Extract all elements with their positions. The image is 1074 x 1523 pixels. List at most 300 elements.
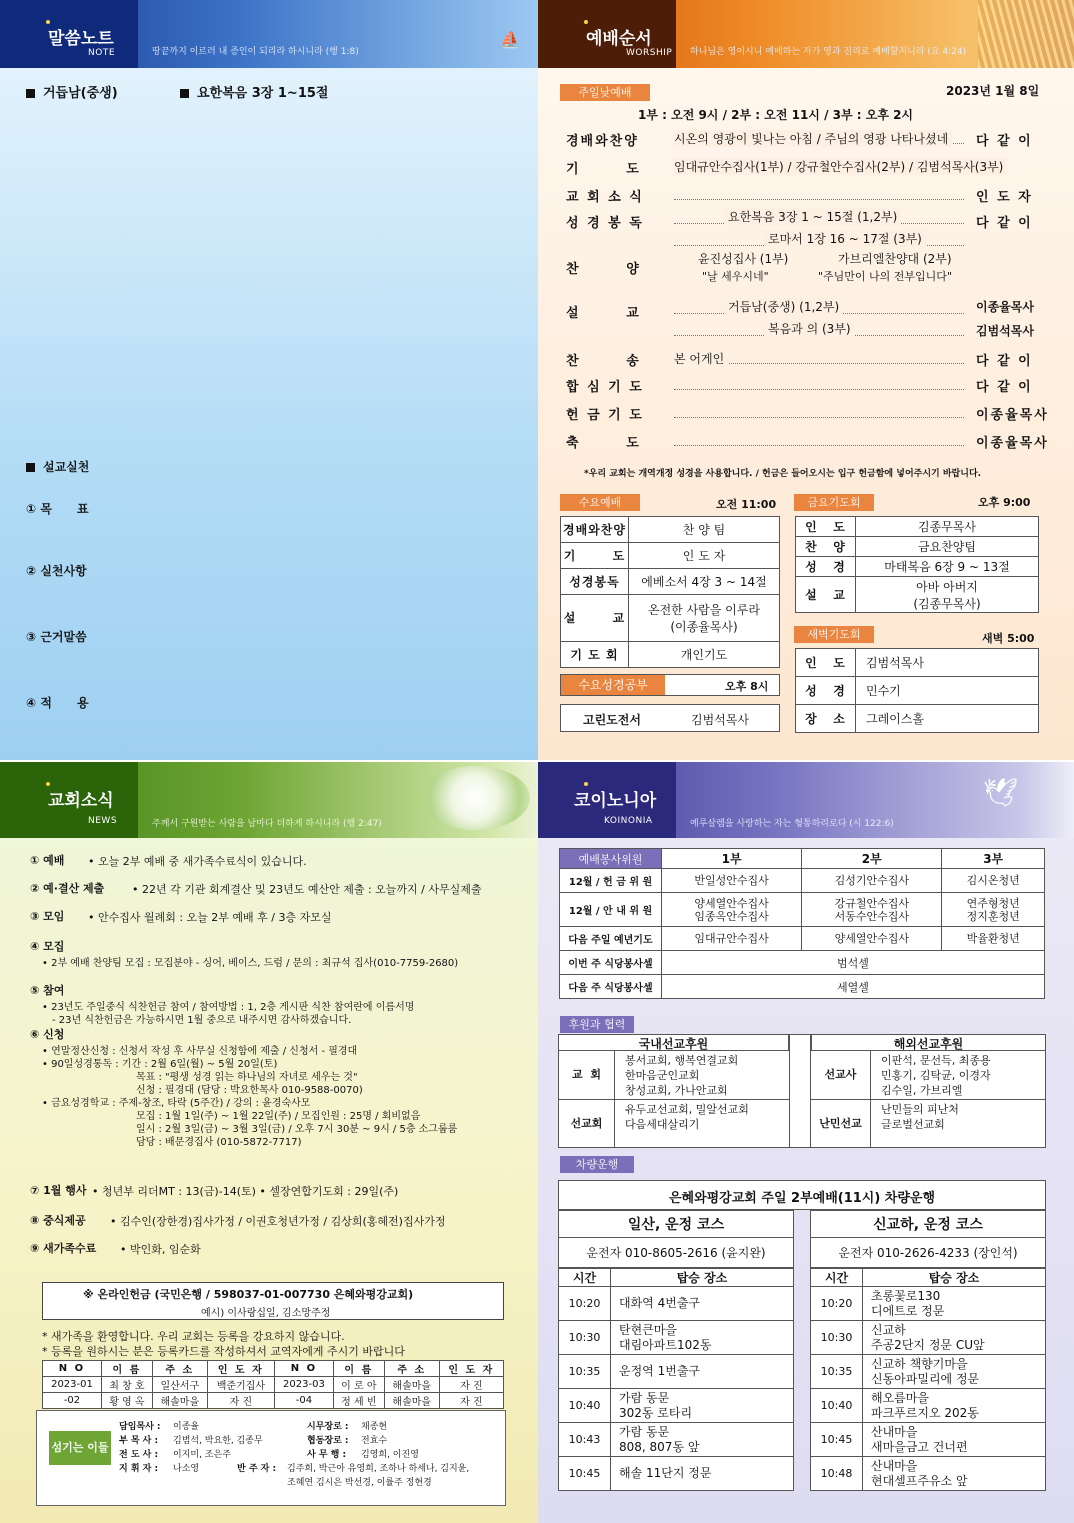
text-item: 국내선교후원 bbox=[559, 1035, 789, 1051]
note-header bbox=[0, 0, 538, 68]
table-cell: 정 세 빈 bbox=[333, 1393, 384, 1409]
table-cell: 마태복음 6장 9 ~ 13절 bbox=[856, 557, 1039, 577]
text-item: 협동장로 : bbox=[307, 1436, 349, 1446]
note-verse: 땅끝까지 이르러 내 증인이 되리라 하시니라 (행 1:8) bbox=[152, 47, 359, 57]
text-item bbox=[811, 1051, 1045, 1099]
text-item: 해외선교후원 bbox=[811, 1035, 1045, 1051]
table-row bbox=[560, 927, 1045, 951]
table-cell: 찬 양 bbox=[796, 537, 856, 557]
table-cell: 가람 동문 302동 로타리 bbox=[611, 1389, 794, 1423]
table-cell: 시간 bbox=[559, 1269, 611, 1287]
table-cell: 탄현큰마을 대림아파트102동 bbox=[611, 1321, 794, 1355]
table-cell: 성 경 bbox=[796, 677, 856, 705]
table-cell: 인 도 자 bbox=[207, 1361, 274, 1377]
course-right bbox=[810, 1210, 1046, 1491]
table-cell: 민수기 bbox=[856, 677, 1039, 705]
table-cell: 1부 bbox=[662, 849, 802, 869]
table-cell: 2부 bbox=[802, 849, 942, 869]
table-cell: 10:35 bbox=[559, 1355, 611, 1389]
table-row bbox=[811, 1321, 1046, 1355]
table-row bbox=[561, 543, 780, 569]
text-item: ⑨ 새가족수료 bbox=[30, 1242, 97, 1255]
text-item bbox=[26, 89, 35, 98]
table-row bbox=[560, 849, 1045, 869]
order-label: 교 회 소 식 bbox=[566, 190, 644, 205]
text-item: 복음과 의 (3부) bbox=[764, 320, 855, 337]
table-cell: 설 교 bbox=[796, 577, 856, 613]
table-row bbox=[811, 1287, 1046, 1321]
flower-image bbox=[420, 766, 530, 830]
table-cell: 10:40 bbox=[559, 1389, 611, 1423]
text-item: 이종율목사 bbox=[976, 408, 1049, 423]
text-item: 가브리엘찬양대 (2부) bbox=[838, 252, 952, 266]
table-row bbox=[561, 595, 780, 642]
table-cell: 자 진 bbox=[207, 1393, 274, 1409]
table-cell: 주 소 bbox=[384, 1361, 439, 1377]
table-cell: 인 도 자 bbox=[628, 543, 779, 569]
table-cell: 대화역 4번출구 bbox=[611, 1287, 794, 1321]
text-item: 다 같 이 bbox=[976, 134, 1033, 149]
text-item: 이종율 bbox=[173, 1422, 200, 1432]
table-row bbox=[811, 1423, 1046, 1457]
text-item: 전효수 bbox=[361, 1436, 388, 1446]
welcome-line-2: * 등록을 원하시는 분은 등록카드를 작성하셔서 교역자에게 주시기 바랍니다 bbox=[42, 1345, 405, 1358]
table-cell: 이 로 아 bbox=[333, 1377, 384, 1393]
text-item: "주님만이 나의 전부입니다" bbox=[818, 270, 952, 283]
text-item: 은혜와평강교회 주일 2부예배(11시) 차량운행 bbox=[668, 1191, 936, 1206]
text-item: KOINONIA bbox=[604, 816, 653, 826]
text-item bbox=[559, 1099, 789, 1147]
text-item bbox=[674, 434, 964, 446]
table-cell: -04 bbox=[274, 1393, 333, 1409]
table-cell: 인 도 bbox=[796, 649, 856, 677]
worship-date: 2023년 1월 8일 bbox=[946, 84, 1040, 98]
table-cell: 탑승 장소 bbox=[611, 1269, 794, 1287]
table-cell: 성 경 bbox=[796, 557, 856, 577]
text-item bbox=[674, 406, 964, 418]
table-row bbox=[796, 557, 1039, 577]
table-cell: 범석셀 bbox=[662, 951, 1045, 975]
text-item: 전 도 사 : bbox=[119, 1450, 159, 1460]
table-cell: 해오름마을 파크푸르지오 202동 bbox=[863, 1389, 1046, 1423]
table-cell: 산내마을 현대셀프주유소 앞 bbox=[863, 1457, 1046, 1491]
order-label: 설 교 bbox=[566, 306, 641, 321]
text-item: 김범석목사 bbox=[976, 324, 1034, 338]
dawn-table bbox=[795, 648, 1039, 733]
order-label: 합 심 기 도 bbox=[566, 380, 644, 395]
text-item: WORSHIP bbox=[626, 48, 673, 58]
table-cell: 10:30 bbox=[559, 1321, 611, 1355]
text-item bbox=[559, 1051, 789, 1099]
worship-badge bbox=[538, 0, 676, 68]
text-item: 시무장로 : bbox=[307, 1422, 349, 1432]
text-item: 지 휘 자 : bbox=[119, 1464, 159, 1474]
support-box bbox=[558, 1034, 1046, 1148]
worship-verse: 하나님은 영이시니 예배하는 자가 영과 진리로 예배할지니라 (요 4:24) bbox=[690, 47, 967, 57]
text-item: 모집 : 1월 1일(주) ~ 1월 22일(주) / 모집인원 : 25명 / 회비없음 bbox=[136, 1111, 421, 1122]
text-item bbox=[810, 1268, 1046, 1491]
news-header bbox=[0, 762, 538, 838]
text-item: 부 목 사 : bbox=[119, 1436, 159, 1446]
table-cell: 기 도 회 bbox=[561, 641, 629, 667]
table-cell: 10:30 bbox=[811, 1321, 863, 1355]
text-item: 봉서교회, 행복연결교회 한마음군인교회 창성교회, 가나안교회 bbox=[625, 1054, 739, 1097]
table-row bbox=[811, 1355, 1046, 1389]
koinonia-panel bbox=[538, 762, 1074, 1523]
news-verse: 주께서 구원받는 사람을 날마다 더하게 하시니라 (행 2:47) bbox=[152, 819, 382, 829]
table-cell: 일산서구 bbox=[152, 1377, 207, 1393]
table-cell: 황 영 옥 bbox=[101, 1393, 152, 1409]
table-row bbox=[561, 517, 780, 543]
table-cell: 찬 양 팀 bbox=[628, 517, 779, 543]
table-cell: 최 창 호 bbox=[101, 1377, 152, 1393]
text-item: 고린도전서 bbox=[583, 713, 641, 727]
service-table bbox=[559, 848, 1045, 999]
text-item: 임대규안수집사(1부) / 강규철안수집사(2부) / 김범석목사(3부) bbox=[674, 158, 1007, 175]
text-item bbox=[796, 649, 1039, 733]
table-row bbox=[561, 641, 780, 667]
text-item: 일산, 운정 코스 bbox=[558, 1210, 794, 1238]
table-cell: 에베소서 4장 3 ~ 14절 bbox=[628, 569, 779, 595]
text-item: 거듭남(중생) (1,2부) bbox=[724, 298, 843, 315]
text-item: 수요성경공부 bbox=[561, 675, 665, 695]
table-cell: 10:35 bbox=[811, 1355, 863, 1389]
text-item bbox=[796, 517, 1039, 613]
table-cell: 산내마을 새마을금고 건너편 bbox=[863, 1423, 1046, 1457]
table-cell: 예배봉사위원 bbox=[560, 849, 662, 869]
order-label: 기 도 bbox=[566, 162, 641, 177]
table-row bbox=[559, 1355, 794, 1389]
text-item bbox=[559, 1269, 794, 1491]
text-item: 요한복음 3장 1~15절 bbox=[197, 86, 329, 101]
table-row bbox=[43, 1393, 504, 1409]
table-cell: 10:20 bbox=[811, 1287, 863, 1321]
table-cell: 연주형청년 정지훈청년 bbox=[942, 893, 1045, 927]
text-item: ⑧ 중식제공 bbox=[30, 1214, 86, 1227]
sailboat-icon: ⛵ bbox=[500, 30, 520, 49]
table-row bbox=[559, 1287, 794, 1321]
table-cell: 주 소 bbox=[152, 1361, 207, 1377]
table-row bbox=[796, 705, 1039, 733]
text-item: 운전자 010-2626-4233 (장인석) bbox=[810, 1238, 1046, 1268]
table-row bbox=[796, 537, 1039, 557]
table-row bbox=[559, 1457, 794, 1491]
table-row bbox=[560, 869, 1045, 893]
text-item: ⑦ 1월 행사 bbox=[30, 1184, 87, 1197]
table-cell: 자 진 bbox=[439, 1393, 503, 1409]
table-row bbox=[811, 1389, 1046, 1423]
text-item: NOTE bbox=[88, 48, 116, 58]
table-cell: 3부 bbox=[942, 849, 1045, 869]
table-cell: 경배와찬양 bbox=[561, 517, 629, 543]
fri-table bbox=[795, 516, 1039, 613]
table-row bbox=[559, 1321, 794, 1355]
order-label: 축 도 bbox=[566, 436, 641, 451]
practice-verse: ③ 근거말씀 bbox=[26, 630, 87, 644]
worship-notice: *우리 교회는 개역개정 성경을 사용합니다. / 헌금은 들어오시는 입구 헌금함에 넣어주시기 바랍니다. bbox=[584, 469, 982, 479]
table-row bbox=[43, 1377, 504, 1393]
wedbible-row bbox=[560, 674, 780, 696]
order-label: 찬 송 bbox=[566, 354, 641, 369]
wed-time: 오전 11:00 bbox=[716, 498, 777, 511]
koinonia-header bbox=[538, 762, 1074, 838]
text-item: 요한복음 3장 1 ~ 15절 (1,2부) bbox=[724, 208, 901, 225]
table-cell: 김시온청년 bbox=[942, 869, 1045, 893]
practice-title bbox=[26, 458, 89, 475]
table-cell: 10:45 bbox=[559, 1457, 611, 1491]
text-item: 예시) 이사랑십일, 김소망주정 bbox=[201, 1308, 331, 1319]
table-row bbox=[559, 1269, 794, 1287]
staff-box bbox=[36, 1410, 506, 1506]
text-item: 운전자 010-8605-2616 (윤지완) bbox=[558, 1238, 794, 1268]
text-item: 반 주 자 : bbox=[237, 1464, 277, 1474]
text-item: 본 어게인 bbox=[674, 350, 728, 367]
order-label: 찬 양 bbox=[566, 262, 641, 277]
text-item: 신청 : 필경대 (담당 : 박요한목사 010-9588-0070) bbox=[136, 1085, 363, 1096]
text-item: 목표 : "평생 성경 읽는 하나님의 자녀로 세우는 것" bbox=[136, 1072, 358, 1083]
table-cell: 강규철안수집사 서동수안수집사 bbox=[802, 893, 942, 927]
table-row bbox=[811, 1457, 1046, 1491]
table-row bbox=[560, 951, 1045, 975]
text-item bbox=[560, 849, 1045, 999]
sunday-label: 주일낮예배 bbox=[560, 84, 650, 101]
table-cell: 2023-03 bbox=[274, 1377, 333, 1393]
fri-label: 금요기도회 bbox=[794, 494, 874, 511]
text-item: 선교회 bbox=[559, 1100, 615, 1148]
table-cell: 인 도 bbox=[796, 517, 856, 537]
wed-label: 수요예배 bbox=[560, 494, 640, 511]
worship-header bbox=[538, 0, 1074, 68]
practice-items: ② 실천사항 bbox=[26, 564, 87, 578]
text-item: • 김수인(장한경)집사가정 / 이권호청년가정 / 김상희(홍혜전)집사가정 bbox=[110, 1215, 446, 1228]
support-label: 후원과 협력 bbox=[560, 1016, 634, 1033]
text-item bbox=[561, 517, 780, 668]
text-item bbox=[811, 1099, 1045, 1147]
order-label: 헌 금 기 도 bbox=[566, 408, 644, 423]
wed-table bbox=[560, 516, 780, 668]
text-item: 나소영 bbox=[173, 1464, 200, 1474]
table-cell: 금요찬양팀 bbox=[856, 537, 1039, 557]
table-cell: 12월 / 헌 금 위 원 bbox=[560, 869, 662, 893]
table-cell: 장 소 bbox=[796, 705, 856, 733]
car-label: 차량운행 bbox=[560, 1156, 634, 1173]
text-item: 이종율목사 bbox=[976, 436, 1049, 451]
text-item: "날 세우시네" bbox=[702, 270, 769, 283]
car-title-box bbox=[558, 1180, 1046, 1210]
text-item: 조혜연 김시은 박선경, 이률주 정현경 bbox=[287, 1478, 432, 1488]
table-cell: 세열셀 bbox=[662, 975, 1045, 999]
text-item: 김주희, 박근아 유영희, 조하나 하세나, 김지윤, bbox=[287, 1464, 470, 1474]
text-item: • 금요성경학교 : 주제-창조, 타락 (5주간) / 강의 : 윤경숙사모 bbox=[42, 1098, 311, 1109]
text-item: 사 무 행 : bbox=[307, 1450, 347, 1460]
text-item: • 90일성경통독 : 기간 : 2월 6일(월) ~ 5월 20일(토) bbox=[42, 1059, 278, 1070]
online-offering-box bbox=[42, 1282, 504, 1320]
table-cell: 온전한 사람을 이루라 (이종율목사) bbox=[628, 595, 779, 642]
staff-label: 섬기는 이들 bbox=[49, 1431, 111, 1465]
table-cell: 운정역 1번출구 bbox=[611, 1355, 794, 1389]
table-cell: 10:48 bbox=[811, 1457, 863, 1491]
text-item: ※ 온라인헌금 (국민은행 / 598037-01-007730 은혜와평강교회) bbox=[83, 1288, 414, 1301]
text-item: 담임목사 : bbox=[119, 1422, 161, 1432]
text-item bbox=[811, 1269, 1046, 1491]
table-cell: 12월 / 안 내 위 원 bbox=[560, 893, 662, 927]
news-badge bbox=[0, 762, 138, 838]
newcomer-table bbox=[42, 1360, 504, 1409]
text-item: 윤진성집사 (1부) bbox=[698, 252, 789, 266]
table-cell: 탑승 장소 bbox=[863, 1269, 1046, 1287]
seagull-icon: 🕊 bbox=[983, 776, 1019, 809]
text-item: 일시 : 2월 3일(금) ~ 3월 3일(금) / 오후 7시 30분 ~ 9시 / 5층 소그룹룸 bbox=[136, 1124, 458, 1135]
table-cell: N O bbox=[43, 1361, 102, 1377]
dawn-time: 새벽 5:00 bbox=[982, 632, 1035, 645]
table-row bbox=[560, 975, 1045, 999]
order-label: 성 경 봉 독 bbox=[566, 216, 644, 231]
table-cell: 김범석목사 bbox=[856, 649, 1039, 677]
table-cell: 가람 동문 808, 807동 앞 bbox=[611, 1423, 794, 1457]
table-cell: 자 진 bbox=[439, 1377, 503, 1393]
table-row bbox=[561, 569, 780, 595]
worship-panel bbox=[538, 0, 1074, 760]
text-item: 이지미, 조은주 bbox=[173, 1450, 231, 1460]
text-item: ⑤ 참여 bbox=[30, 984, 65, 997]
text-item: 다 같 이 bbox=[976, 380, 1033, 395]
table-cell: 해솔마을 bbox=[152, 1393, 207, 1409]
text-item: • 23년도 주일중식 식찬헌금 참여 / 참여방법 : 1, 2층 게시판 식찬 참여란에 이름서명 bbox=[42, 1002, 415, 1013]
text-item: 이판석, 문선득, 최종용 민홍기, 김탁균, 이경자 김수일, 가브리엘 bbox=[881, 1054, 991, 1097]
text-item bbox=[674, 188, 964, 200]
text-item: 설교실천 bbox=[43, 460, 90, 474]
table-cell: -02 bbox=[43, 1393, 102, 1409]
table-cell: 반일성안수집사 bbox=[662, 869, 802, 893]
wheat-image bbox=[978, 0, 1074, 68]
note-badge bbox=[0, 0, 138, 68]
text-item: 이종율목사 bbox=[976, 300, 1034, 314]
text-item bbox=[789, 1035, 811, 1147]
sermon-scripture bbox=[180, 82, 328, 101]
text-item: 채종현 bbox=[361, 1422, 388, 1432]
text-item: 오후 8시 bbox=[725, 680, 769, 693]
table-cell: 김종무목사 bbox=[856, 517, 1039, 537]
table-cell: 백준기집사 bbox=[207, 1377, 274, 1393]
text-item bbox=[558, 1268, 794, 1491]
text-item: 교 회 bbox=[559, 1051, 615, 1099]
table-row bbox=[796, 649, 1039, 677]
text-item bbox=[180, 89, 189, 98]
worship-times: 1부 : 오전 9시 / 2부 : 오전 11시 / 3부 : 오후 2시 bbox=[638, 108, 914, 122]
wedbible-detail bbox=[560, 704, 780, 732]
table-cell: 이번 주 식당봉사셀 bbox=[560, 951, 662, 975]
table-cell: 해솔마을 bbox=[384, 1377, 439, 1393]
text-item bbox=[674, 378, 964, 390]
table-cell: 초롱꽃로130 디에트로 정문 bbox=[863, 1287, 1046, 1321]
table-cell: 이 름 bbox=[333, 1361, 384, 1377]
text-item: ① 예배 bbox=[30, 854, 65, 867]
text-item: 말씀노트 bbox=[48, 29, 114, 49]
text-item: 난민들의 피난처 글로벌선교회 bbox=[881, 1103, 959, 1131]
text-item: 난민선교 bbox=[811, 1100, 871, 1148]
text-item: 인 도 자 bbox=[976, 190, 1033, 205]
table-cell: 양세열안수집사 임종옥안수집사 bbox=[662, 893, 802, 927]
table-row bbox=[796, 577, 1039, 613]
course-left bbox=[558, 1210, 794, 1491]
text-item: • 2부 예배 찬양팀 모집 : 모집분야 - 싱어, 베이스, 드럼 / 문의 : 최규석 집사(010-7759-2680) bbox=[42, 958, 459, 969]
text-item: ④ 모집 bbox=[30, 940, 65, 953]
table-cell: 그레이스홀 bbox=[856, 705, 1039, 733]
table-row bbox=[811, 1269, 1046, 1287]
table-cell: 박율환청년 bbox=[942, 927, 1045, 951]
text-item: • 연말정산신청 : 신청서 작성 후 사무실 신청함에 제출 / 신청서 - 필경대 bbox=[42, 1046, 358, 1057]
table-cell: 설 교 bbox=[561, 595, 629, 642]
table-row bbox=[796, 517, 1039, 537]
sermon-title bbox=[26, 82, 118, 101]
table-cell: 양세열안수집사 bbox=[802, 927, 942, 951]
table-cell: 10:20 bbox=[559, 1287, 611, 1321]
table-cell: 기 도 bbox=[561, 543, 629, 569]
table-cell: 김성기안수집사 bbox=[802, 869, 942, 893]
table-row bbox=[560, 893, 1045, 927]
practice-apply: ④ 적 용 bbox=[26, 696, 89, 710]
welcome-line-1: * 새가족을 환영합니다. 우리 교회는 등록을 강요하지 않습니다. bbox=[42, 1330, 345, 1343]
table-cell: 신교하 주공2단지 정문 CU앞 bbox=[863, 1321, 1046, 1355]
table-cell: 성경봉독 bbox=[561, 569, 629, 595]
table-cell: 10:43 bbox=[559, 1423, 611, 1457]
text-item: • 박인화, 임순화 bbox=[120, 1243, 201, 1256]
text-item: • 오늘 2부 예배 중 새가족수료식이 있습니다. bbox=[88, 855, 307, 868]
text-item bbox=[26, 463, 35, 472]
text-item: 로마서 1장 16 ~ 17절 (3부) bbox=[764, 230, 926, 247]
table-cell: 해솔마을 bbox=[384, 1393, 439, 1409]
table-cell: 임대규안수집사 bbox=[662, 927, 802, 951]
text-item: ⑥ 신청 bbox=[30, 1028, 65, 1041]
table-cell: 시간 bbox=[811, 1269, 863, 1287]
table-cell: 다음 주 식당봉사셀 bbox=[560, 975, 662, 999]
table-cell: 2023-01 bbox=[43, 1377, 102, 1393]
table-row bbox=[796, 677, 1039, 705]
text-item: ② 예·결산 제출 bbox=[30, 882, 105, 895]
text-item: 유두교선교회, 밀알선교회 다음세대살리기 bbox=[625, 1103, 749, 1131]
text-item: • 청년부 리더MT : 13(금)-14(토) • 셀장연합기도회 : 29일(주) bbox=[92, 1185, 399, 1198]
text-item: 다 같 이 bbox=[976, 216, 1033, 231]
order-label: 경배와찬양 bbox=[566, 134, 639, 149]
news-panel bbox=[0, 762, 538, 1523]
text-item bbox=[43, 1361, 504, 1409]
text-item: • 안수집사 월례회 : 오늘 2부 예배 후 / 3층 자모실 bbox=[88, 911, 332, 924]
text-item: 교회소식 bbox=[48, 791, 114, 811]
note-panel bbox=[0, 0, 538, 760]
text-item: - 23년 식찬헌금은 가능하시면 1월 중으로 내주시면 감사하겠습니다. bbox=[52, 1015, 352, 1026]
table-row bbox=[559, 1423, 794, 1457]
table-cell: 해솔 11단지 정문 bbox=[611, 1457, 794, 1491]
koinonia-verse: 예루살렘을 사랑하는 자는 형통하리로다 (시 122:6) bbox=[690, 819, 894, 829]
table-cell: 10:45 bbox=[811, 1423, 863, 1457]
text-item: 김영희, 이진영 bbox=[361, 1450, 419, 1460]
table-row bbox=[559, 1389, 794, 1423]
text-item: 예배순서 bbox=[586, 29, 652, 49]
koinonia-badge bbox=[538, 762, 676, 838]
text-item: 김범석목사 bbox=[691, 713, 749, 727]
text-item: 코이노니아 bbox=[574, 791, 657, 811]
table-cell: 개인기도 bbox=[628, 641, 779, 667]
table-cell: 10:40 bbox=[811, 1389, 863, 1423]
table-cell: 다음 주일 예년기도 bbox=[560, 927, 662, 951]
text-item: 다 같 이 bbox=[976, 354, 1033, 369]
text-item: 김범석, 박요한, 김종무 bbox=[173, 1436, 263, 1446]
text-item: 담당 : 배문경집사 (010-5872-7717) bbox=[136, 1137, 302, 1148]
table-cell: 아바 아버지 (김종무목사) bbox=[856, 577, 1039, 613]
text-item: ③ 모임 bbox=[30, 910, 65, 923]
fri-time: 오후 9:00 bbox=[978, 496, 1031, 509]
dawn-label: 새벽기도회 bbox=[794, 626, 874, 643]
